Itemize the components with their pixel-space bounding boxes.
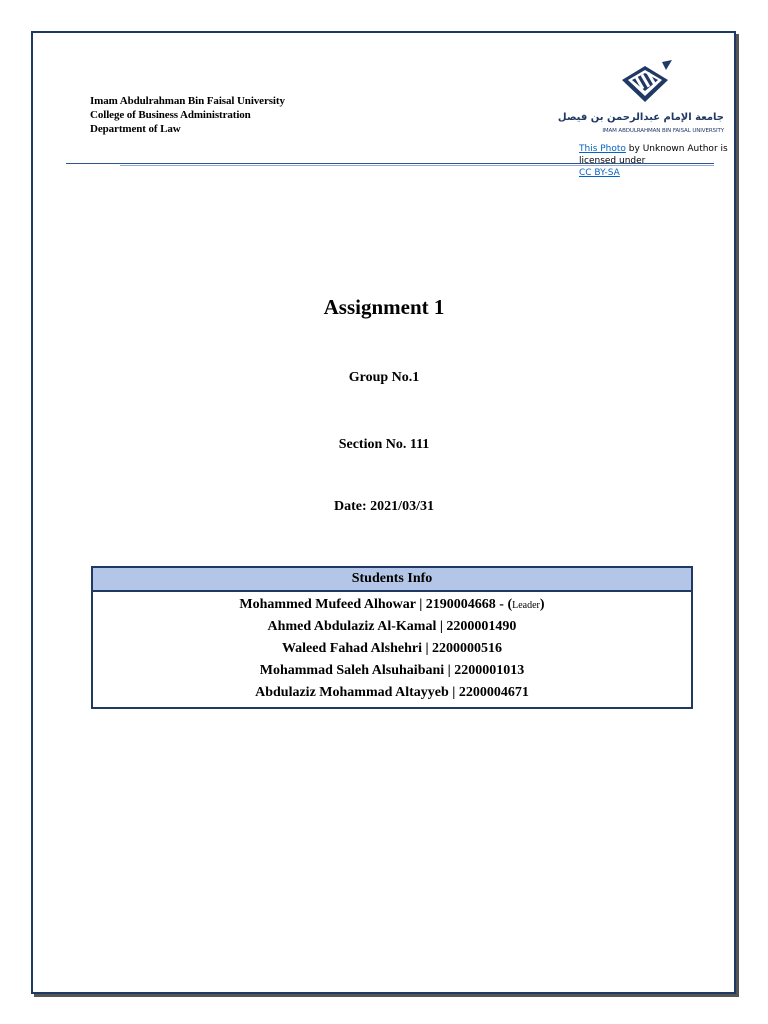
student-name-id: Mohammed Mufeed Alhowar | 2190004668 - (: [239, 597, 513, 612]
university-header: [90, 94, 285, 136]
header-divider: [66, 163, 714, 164]
section-number: Section No. 111: [338, 437, 430, 452]
university-name: Imam Abdulrahman Bin Faisal University: [90, 95, 285, 107]
students-table-body: [93, 592, 691, 707]
logo-arabic-name: جامعة الإمام عبدالرحمن بن فيصل: [557, 112, 724, 123]
leader-close: ): [539, 597, 545, 612]
document-date: Date: 2021/03/31: [334, 499, 434, 514]
header-divider-accent: [120, 165, 714, 166]
students-table: [91, 566, 693, 709]
document-title: Assignment 1: [323, 295, 445, 319]
student-row: Ahmed Abdulaziz Al-Kamal | 2200001490: [267, 619, 517, 634]
leader-label: Leader: [512, 600, 540, 611]
students-table-header: Students Info: [93, 568, 691, 592]
license-link[interactable]: CC BY-SA: [579, 168, 620, 178]
university-logo-icon: [618, 58, 672, 108]
student-row: Abdulaziz Mohammad Altayyeb | 2200004671: [255, 685, 529, 700]
department-name: Department of Law: [90, 123, 181, 135]
logo-english-name: IMAM ABDULRAHMAN BIN FAISAL UNIVERSITY: [602, 128, 724, 134]
student-row: Waleed Fahad Alshehri | 2200000516: [281, 641, 503, 656]
this-photo-link[interactable]: This Photo: [579, 144, 626, 154]
college-name: College of Business Administration: [90, 109, 251, 121]
group-number: Group No.1: [348, 370, 420, 385]
student-row: [93, 594, 691, 616]
student-row: Mohammad Saleh Alsuhaibani | 2200001013: [259, 663, 525, 678]
photo-credit: [579, 143, 729, 179]
credit-text: by Unknown Author is licensed under: [579, 144, 728, 166]
